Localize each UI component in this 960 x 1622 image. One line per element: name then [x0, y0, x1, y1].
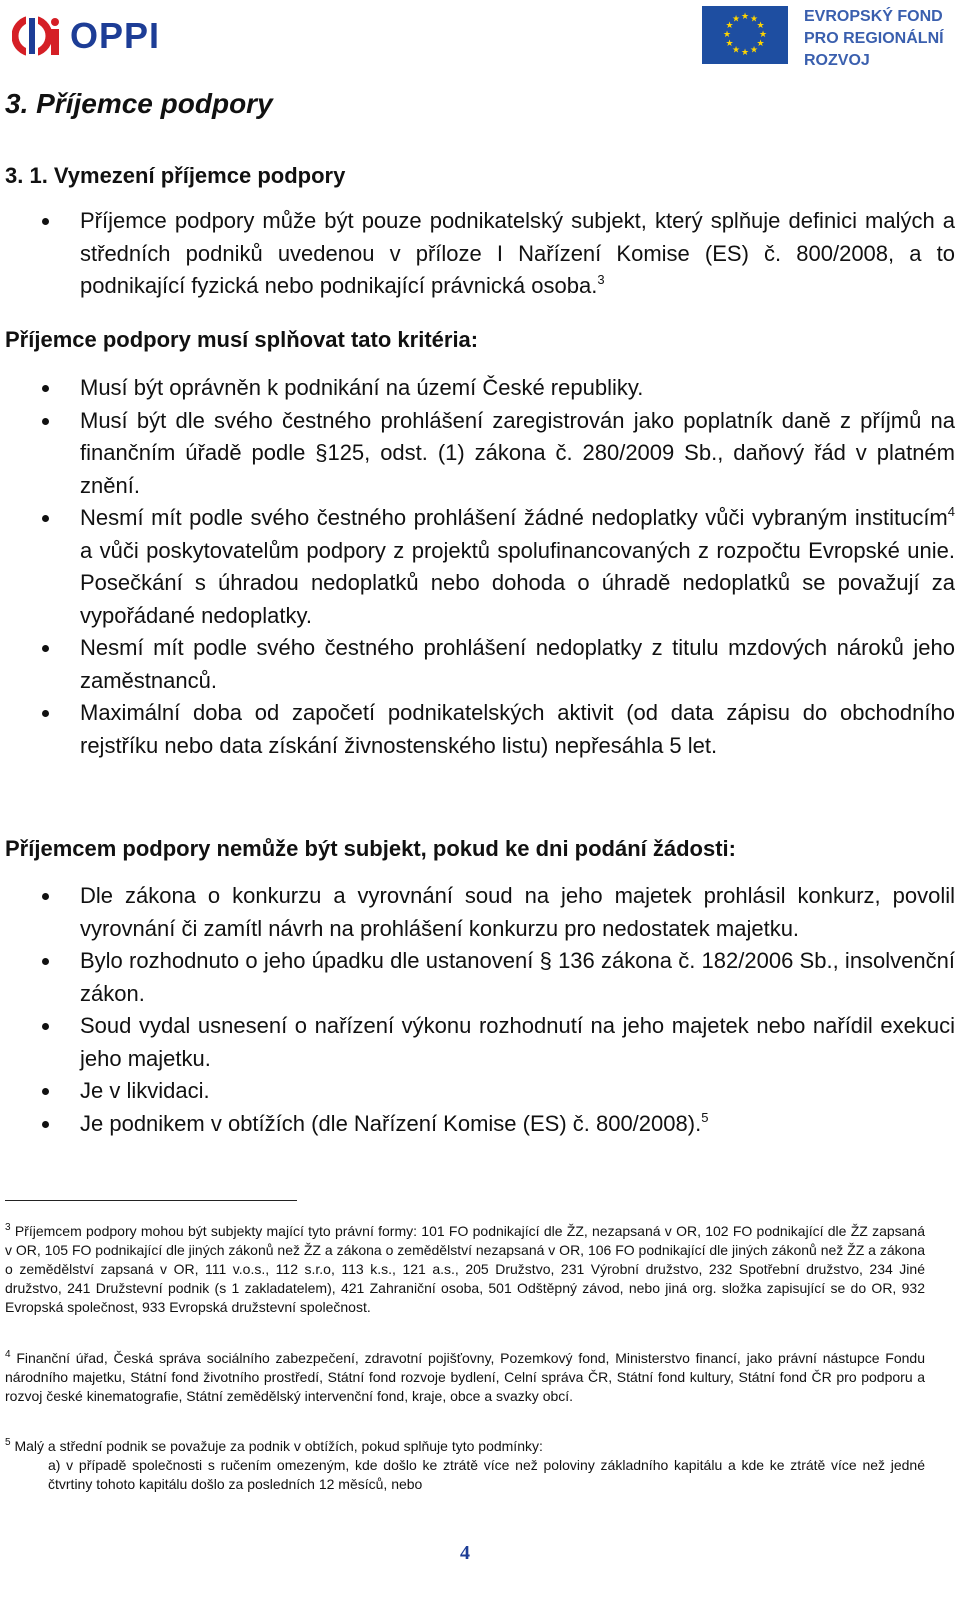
svg-text:★: ★: [756, 21, 765, 31]
item-text: Nesmí mít podle svého čestného prohlášení nedoplatky z titulu mzdových nároků jeho zaměstnanců.: [80, 635, 955, 693]
page-header: [0, 0, 960, 75]
list-item: [0, 205, 955, 303]
eu-flag-icon: [702, 6, 788, 64]
svg-text:★: ★: [758, 30, 768, 40]
exclusions-heading: Příjemcem podpory nemůže být subjekt, pokud ke dni podání žádosti:: [5, 836, 736, 861]
svg-text:★: ★: [722, 30, 732, 40]
list-item: [0, 372, 955, 405]
item-text: Musí být dle svého čestného prohlášení zaregistrován jako poplatník daně z příjmů na finančním úřadě podle §125, odst. (1) zákona č. 280/2009 Sb., daňový řád v platném znění.: [80, 407, 955, 498]
page-number: 4: [460, 1542, 470, 1564]
list-item: [0, 1075, 955, 1108]
footnote: [5, 1349, 925, 1406]
bullet-icon: [42, 893, 49, 900]
eu-logo-line: PRO REGIONÁLNÍ: [804, 30, 944, 47]
eu-logo-line: EVROPSKÝ FOND: [804, 8, 943, 25]
bullet-icon: [42, 645, 49, 652]
section-title: 3. Příjemce podpory: [5, 88, 273, 119]
oppi-emblem-icon: [12, 10, 64, 62]
list-item: [0, 697, 955, 762]
criteria-list: [0, 372, 955, 762]
item-text: Dle zákona o konkurzu a vyrovnání soud na jeho majetek prohlásil konkurz, povolil vyrovnání či zamítl návrh na prohlášení konkurzu pro nedostatek majetku.: [80, 883, 955, 941]
item-text: Příjemce podpory může být pouze podnikatelský subjekt, který splňuje definici malých a středních podniků uvedenou v příloze I Nařízení Komise (ES) č. 800/2008, a to podnikající fyzická nebo podnikající právnická osoba.: [80, 208, 955, 298]
svg-text:★: ★: [725, 39, 734, 49]
footnote-number: 3: [5, 1222, 11, 1233]
footnote-text: Příjemcem podpory mohou být subjekty mající tyto právní formy: 101 FO podnikající dle ŽZ, nezapsaná v OR, 102 FO podnikající dle ŽZ zapsaná v OR, 105 FO podnikající dle jiných zákonů než ŽZ a zákona o zemědělství nezapsaná v OR, 106 FO podnikající dle jiných zákonů než ŽZ a zákona o zemědělství zapsaná v OR, 111 v.o.s., 112 s.r.o, 113 k.s., 121 a.s., 205 Družstvo, 231 Výrobní družstvo, 232 Spotřební družstvo, 234 Jiné družstvo, 241 Družstevní podnik (s 1 zakladatelem), 421 Zahraniční osoba, 501 Odštěpný závod, nebo jiná org. složka zapisující se do OR, 932 Evropská společnost, 933 Evropská družstevní společnost.: [5, 1223, 926, 1315]
list-item: [0, 1010, 955, 1075]
item-text: Musí být oprávněn k podnikání na území České republiky.: [80, 375, 644, 400]
bullet-icon: [42, 1023, 49, 1030]
eu-logo-line: ROZVOJ: [804, 52, 870, 69]
list-item: [0, 880, 955, 945]
footnote-text: Malý a střední podnik se považuje za podnik v obtížích, pokud splňuje tyto podmínky:: [14, 1438, 543, 1454]
item-text: Je podnikem v obtížích (dle Nařízení Komise (ES) č. 800/2008).: [80, 1110, 702, 1136]
item-text: Bylo rozhodnuto o jeho úpadku dle ustanovení § 136 zákona č. 182/2006 Sb., insolvenční zákon.: [80, 948, 955, 1006]
svg-text:★: ★: [731, 14, 741, 25]
footnote-ref[interactable]: 4: [947, 504, 955, 519]
bullet-icon: [42, 1088, 49, 1095]
eu-logo-text: [804, 6, 944, 72]
bullet-icon: [42, 218, 49, 225]
list-item: [0, 405, 955, 503]
subsection-title: 3. 1. Vymezení příjemce podpory: [5, 163, 346, 188]
svg-text:★: ★: [740, 48, 750, 58]
svg-text:★: ★: [731, 45, 741, 56]
item-text: Nesmí mít podle svého čestného prohlášení žádné nedoplatky vůči vybraným institucím: [80, 505, 948, 530]
footnote-number: 5: [5, 1437, 11, 1448]
list-item: [0, 1108, 955, 1141]
intro-list: [0, 205, 955, 303]
svg-text:★: ★: [749, 45, 759, 56]
item-text: a vůči poskytovatelům podpory z projektů spolufinancovaných z rozpočtu Evropské unie. Posečkání s úhradou nedoplatků nebo dohoda o úhradě nedoplatků se považují za vypořádané nedoplatky.: [80, 537, 955, 628]
svg-text:★: ★: [740, 12, 750, 22]
list-item: [0, 502, 955, 632]
footnote-subitem: a) v případě společnosti s ručením omezeným, kde došlo ke ztrátě více než poloviny základního kapitálu a kde ke ztrátě více než jedné čtvrtiny tohoto kapitálu došlo za posledních 12 měsíců, nebo: [48, 1457, 925, 1492]
item-text: Soud vydal usnesení o nařízení výkonu rozhodnutí na jeho majetek nebo nařídil exekuci jeho majetku.: [80, 1013, 955, 1071]
footnote: [5, 1437, 925, 1494]
bullet-icon: [42, 710, 49, 717]
oppi-logo-text: OPPI: [70, 15, 161, 56]
footnote-ref[interactable]: 5: [701, 1109, 709, 1125]
list-item: [0, 632, 955, 697]
exclusions-list: [0, 880, 955, 1140]
bullet-icon: [42, 958, 49, 965]
svg-text:★: ★: [725, 21, 734, 31]
footnote-separator: [5, 1200, 297, 1201]
bullet-icon: [42, 418, 49, 425]
svg-text:★: ★: [756, 39, 765, 49]
criteria-heading: Příjemce podpory musí splňovat tato kritéria:: [5, 327, 479, 352]
oppi-logo: [12, 10, 160, 62]
footnote: [5, 1222, 925, 1317]
eu-erdf-logo: [702, 6, 944, 72]
bullet-icon: [42, 1121, 49, 1128]
list-item: [0, 945, 955, 1010]
bullet-icon: [42, 385, 49, 392]
footnote-number: 4: [5, 1349, 11, 1360]
item-text: Je v likvidaci.: [80, 1078, 210, 1103]
bullet-icon: [42, 515, 49, 522]
item-text: Maximální doba od započetí podnikatelských aktivit (od data zápisu do obchodního rejstříku nebo data získání živnostenského listu) nepřesáhla 5 let.: [80, 700, 955, 758]
footnote-ref[interactable]: 3: [597, 272, 605, 287]
svg-text:★: ★: [749, 14, 759, 25]
footnote-text: Finanční úřad, Česká správa sociálního zabezpečení, zdravotní pojišťovny, Pozemkový fond, Ministerstvo financí, jako právní nástupce Fondu národního majetku, Státní fond životního prostředí, Státní fond rozvoje bydlení, Celní správa ČR, Státní fond kultury, Státní fond ČR pro podporu a rozvoj české kinematografie, Státní zemědělský intervenční fond, kraje, obce a svazky obcí.: [5, 1350, 925, 1404]
